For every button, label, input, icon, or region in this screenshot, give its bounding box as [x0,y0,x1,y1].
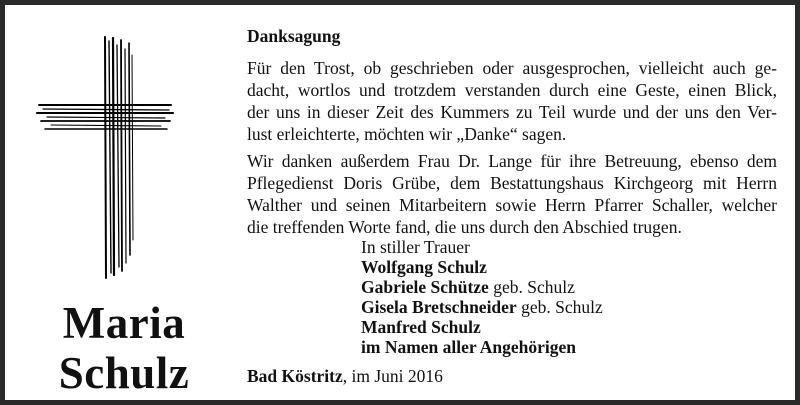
signers-block [361,237,603,357]
signer-name: Gabriele Schütze [361,277,489,297]
paragraph-line: dacht, wortlos und trotzdem verstanden durch eine Geste, einen Blick, [247,80,777,100]
signer-line [361,317,603,337]
deceased-first-name: Maria [62,298,186,348]
paragraph-line: Für den Trost, ob geschrieben oder ausgesprochen, vielleicht auch ge- [247,58,777,78]
signer-name: Manfred Schulz [361,317,481,337]
place-date [247,365,443,387]
place-name: Bad Köstritz [247,366,343,386]
paragraph-line: die treffenden Worte fand, die uns durch den Abschied trugen. [247,217,682,237]
paragraph-line: der uns in dieser Zeit des Kummers zu Teil wurde und der uns den Ver- [247,102,777,122]
signer-line [361,297,603,317]
signer-line [361,277,603,297]
cross-icon [35,35,175,280]
signer-name: Wolfgang Schulz [361,257,487,277]
relatives-line: im Namen aller Angehörigen [361,337,577,357]
deceased-last-name: Schulz [58,348,190,398]
thanks-paragraph-1 [247,57,777,145]
notice-date: , im Juni 2016 [342,366,443,386]
mourning-intro: In stiller Trauer [361,237,470,257]
signer-suffix: geb. Schulz [516,297,603,317]
paragraph-line: Pflegedienst Doris Grübe, dem Bestattungshaus Kirchgeorg mit Herrn [247,173,777,193]
paragraph-line: Walther und seinen Mitarbeitern sowie Herrn Pfarrer Schaller, welcher [247,195,777,215]
notice-heading: Danksagung [247,26,341,46]
signer-suffix: geb. Schulz [488,277,575,297]
thanks-paragraph-2 [247,150,777,238]
paragraph-line: Wir danken außerdem Frau Dr. Lange für ihre Betreuung, ebenso dem [247,151,777,171]
signer-name: Gisela Bretschneider [361,297,517,317]
signer-line [361,257,603,277]
paragraph-line: lust erleichterte, möchten wir „Danke“ sagen. [247,124,567,144]
